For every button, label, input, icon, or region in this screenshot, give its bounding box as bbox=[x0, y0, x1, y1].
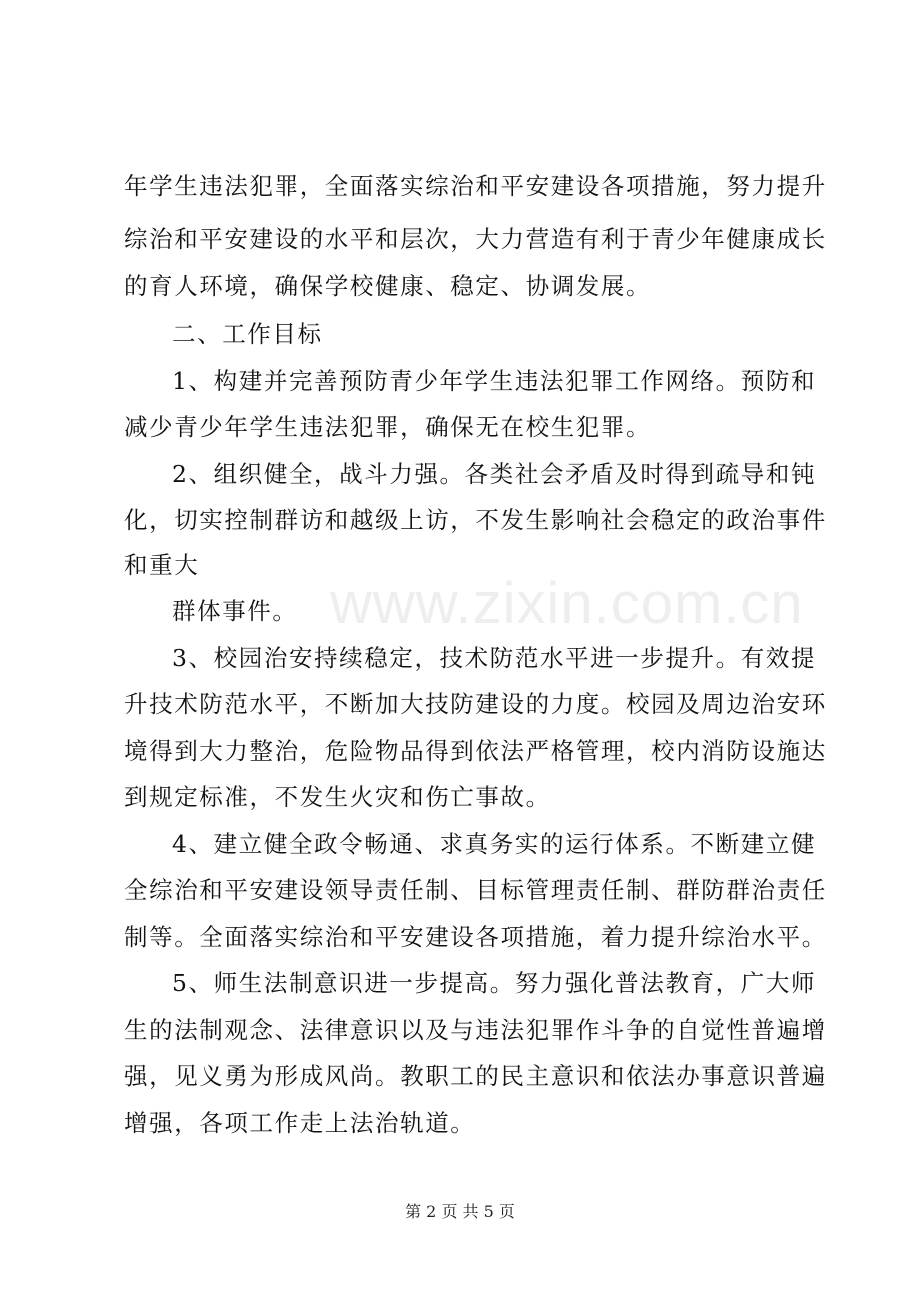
body-line: 5、师生法制意识进一步提高。努力强化普法教育，广大师 bbox=[172, 969, 817, 997]
body-line: 化，切实控制群访和越级上访，不发生影响社会稳定的政治事件 bbox=[124, 506, 827, 534]
body-line: 3、校园治安持续稳定，技术防范水平进一步提升。有效提 bbox=[172, 644, 817, 672]
body-line: 境得到大力整治，危险物品得到依法严格管理，校内消防设施达 bbox=[124, 737, 827, 765]
body-line: 群体事件。 bbox=[172, 597, 298, 625]
section-heading: 二、工作目标 bbox=[172, 320, 323, 348]
body-line: 强，见义勇为形成风尚。教职工的民主意识和依法办事意识普遍 bbox=[124, 1062, 827, 1090]
body-line: 增强，各项工作走上法治轨道。 bbox=[124, 1109, 476, 1137]
body-line: 制等。全面落实综治和平安建设各项措施，着力提升综治水平。 bbox=[124, 923, 827, 951]
body-line: 升技术防范水平，不断加大技防建设的力度。校园及周边治安环 bbox=[124, 690, 827, 718]
body-line: 全综治和平安建设领导责任制、目标管理责任制、群防群治责任 bbox=[124, 876, 827, 904]
body-line: 2、组织健全，战斗力强。各类社会矛盾及时得到疏导和钝 bbox=[172, 460, 817, 488]
body-line: 综治和平安建设的水平和层次，大力营造有利于青少年健康成长 bbox=[124, 225, 827, 253]
page-number-footer: 第 2 页 共 5 页 bbox=[405, 1202, 515, 1221]
body-line: 年学生违法犯罪，全面落实综治和平安建设各项措施，努力提升 bbox=[124, 172, 827, 200]
body-line: 到规定标准，不发生火灾和伤亡事故。 bbox=[124, 783, 551, 811]
body-line: 的育人环境，确保学校健康、稳定、协调发展。 bbox=[124, 272, 652, 300]
body-line: 和重大 bbox=[124, 551, 200, 579]
body-line: 1、构建并完善预防青少年学生违法犯罪工作网络。预防和 bbox=[172, 367, 817, 395]
body-line: 4、建立健全政令畅通、求真务实的运行体系。不断建立健 bbox=[172, 830, 817, 858]
body-line: 生的法制观念、法律意识以及与违法犯罪作斗争的自觉性普遍增 bbox=[124, 1016, 827, 1044]
body-line: 减少青少年学生违法犯罪，确保无在校生犯罪。 bbox=[124, 413, 652, 441]
watermark: www.zixin.com.cn bbox=[330, 571, 804, 636]
